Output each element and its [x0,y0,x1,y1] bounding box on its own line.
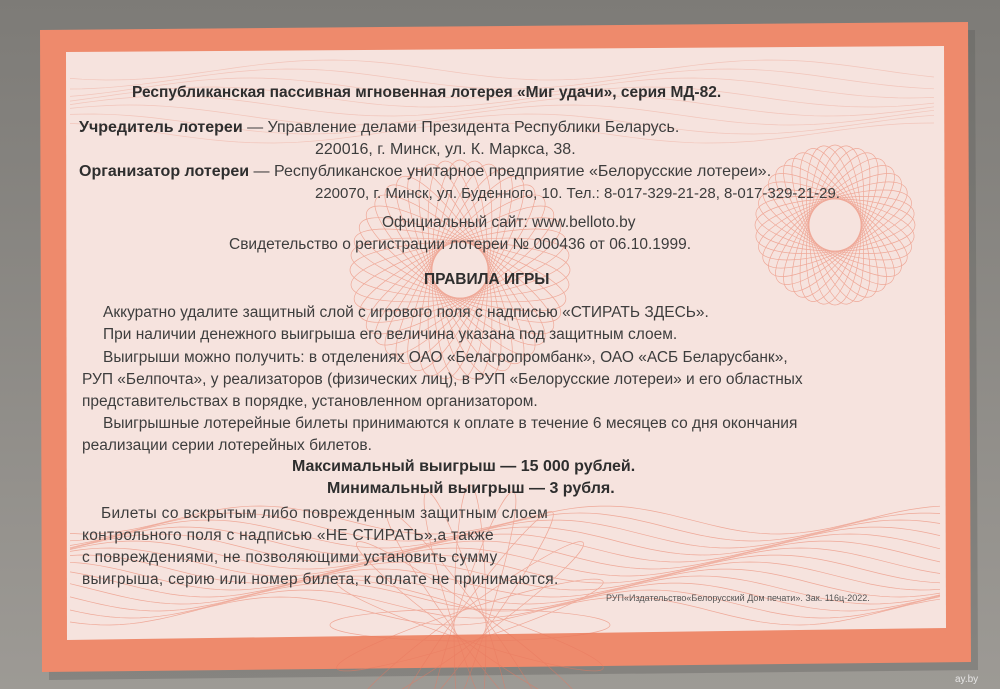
founder-label: Учредитель лотереи [79,119,243,136]
rule-line: РУП «Белпочта», у реализаторов (физических лиц), в РУП «Белорусские лотереи» и его областных [82,371,803,388]
registration-certificate: Свидетельство о регистрации лотереи № 000436 от 06.10.1999. [229,236,692,253]
founder-line [79,118,679,137]
min-prize: Минимальный выигрыш — 3 рубля. [327,480,615,497]
site-watermark: ay.by [955,674,979,685]
max-prize: Максимальный выигрыш — 15 000 рублей. [292,458,636,475]
rule-line: реализации серии лотерейных билетов. [82,437,372,454]
rule-line: При наличии денежного выигрыша его величина указана под защитным слоем. [103,326,678,343]
printer-imprint: РУП«Издательство«Белорусский Дом печати». Зак. 116ц-2022. [606,593,870,603]
rule-line: представительствах в порядке, установленном организатором. [82,393,538,410]
founder-text: — Управление делами Президента Республики Беларусь. [242,119,680,136]
rule-line: Выигрышные лотерейные билеты принимаются к оплате в течение 6 месяцев со дня окончания [103,415,798,432]
lottery-title: Республиканская пассивная мгновенная лотерея «Миг удачи», серия МД-82. [132,84,722,101]
organizer-line [79,162,771,181]
notice-line: выигрыша, серию или номер билета, к оплате не принимаются. [82,571,559,588]
notice-line: контрольного поля с надписью «НЕ СТИРАТЬ»,а также [82,527,494,544]
notice-line: Билеты со вскрытым либо поврежденным защитным слоем [101,505,549,522]
rules-heading: ПРАВИЛА ИГРЫ [424,271,550,288]
official-site: Официальный сайт: www.belloto.by [382,214,636,231]
notice-line: с повреждениями, не позволяющими установить сумму [82,549,498,566]
organizer-address: 220070, г. Минск, ул. Буденного, 10. Тел.: 8-017-329-21-28, 8-017-329-21-29. [315,185,840,202]
rule-line: Выигрыши можно получить: в отделениях ОАО «Белагропромбанк», ОАО «АСБ Беларусбанк», [103,349,788,366]
rule-line: Аккуратно удалите защитный слой с игрового поля с надписью «СТИРАТЬ ЗДЕСЬ». [103,304,709,321]
organizer-label: Организатор лотереи [79,163,250,180]
founder-address: 220016, г. Минск, ул. К. Маркса, 38. [315,141,576,158]
organizer-text: — Республиканское унитарное предприятие «Белорусские лотереи». [249,163,772,180]
